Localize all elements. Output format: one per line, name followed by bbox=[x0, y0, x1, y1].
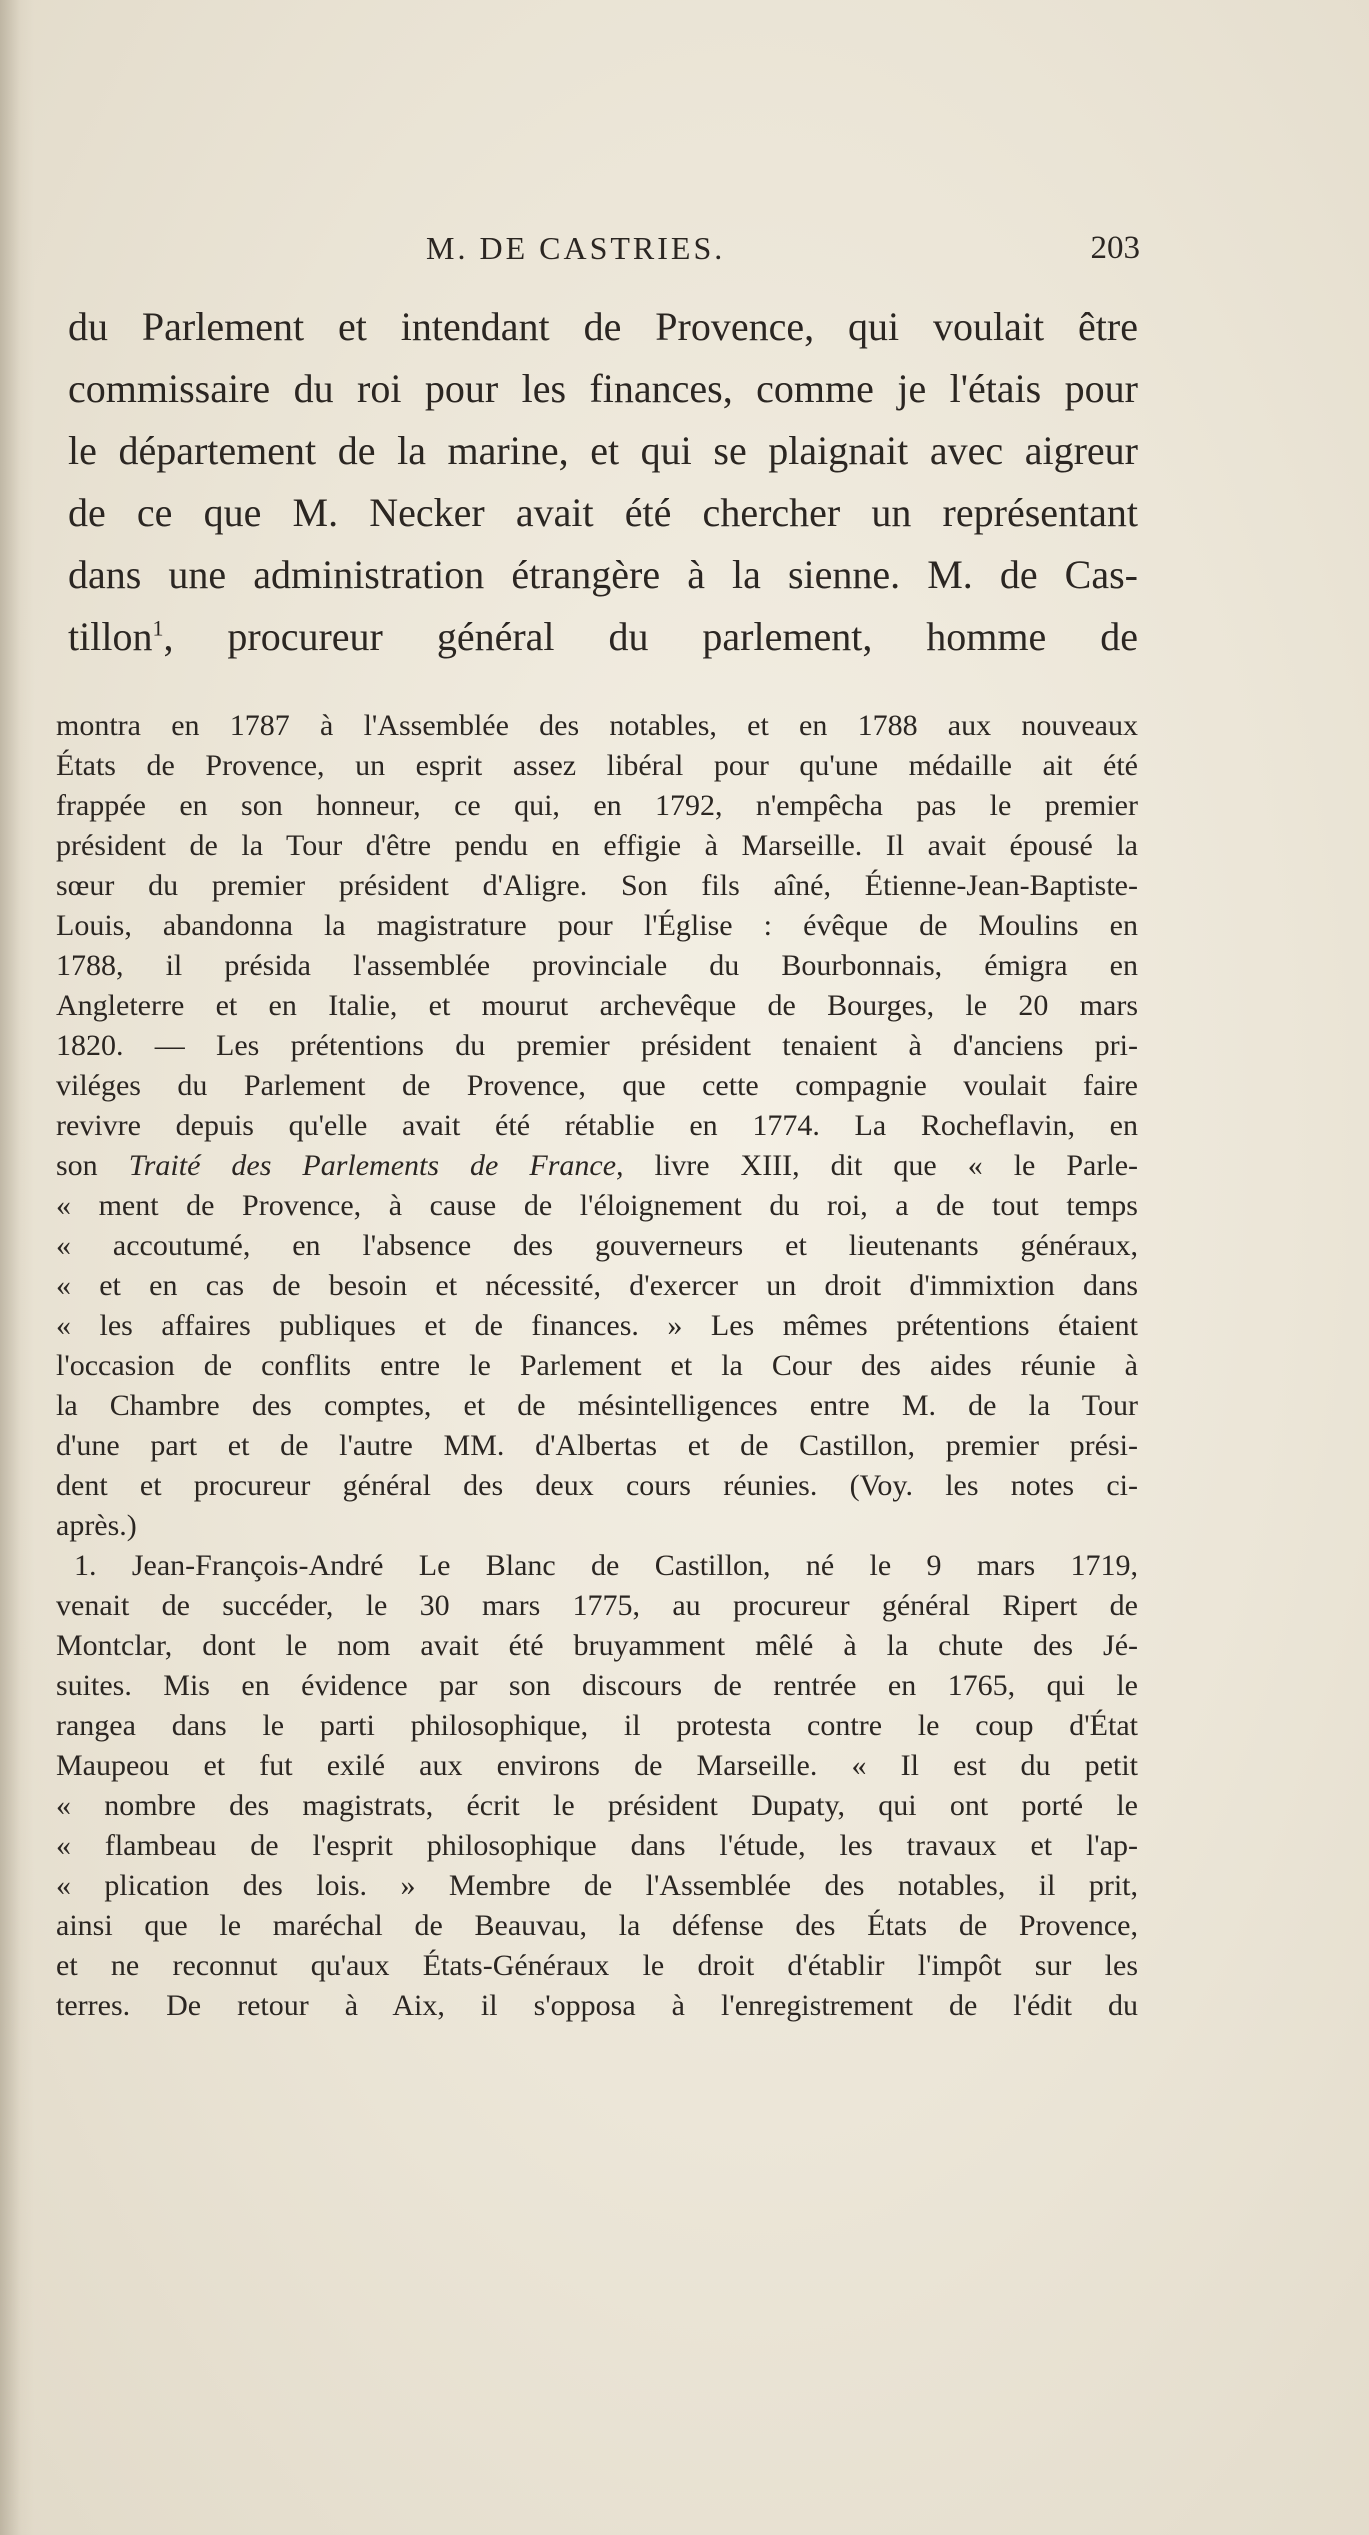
note-line: revivre depuis qu'elle avait été rétablie en 1774. La Rocheflavin, en bbox=[56, 1109, 1138, 1142]
note-line: ainsi que le maréchal de Beauvau, la défense des États de Provence, bbox=[56, 1909, 1138, 1942]
page-gutter-shadow bbox=[0, 0, 34, 2535]
note-line: « plication des lois. » Membre de l'Assemblée des notables, il prit, bbox=[56, 1869, 1138, 1902]
note-line-part: Jean-François-André Le Blanc de Castillon, né le 9 mars 1719, bbox=[131, 1549, 1138, 1582]
note-line: terres. De retour à Aix, il s'opposa à l'enregistrement de l'édit du bbox=[56, 1989, 1138, 2022]
note-line: président de la Tour d'être pendu en effigie à Marseille. Il avait épousé la bbox=[56, 829, 1138, 862]
note-line: « ment de Provence, à cause de l'éloignement du roi, a de tout temps bbox=[56, 1189, 1138, 1222]
note-line: l'occasion de conflits entre le Parlement et la Cour des aides réunie à bbox=[56, 1349, 1138, 1382]
footnotes bbox=[56, 706, 1138, 2026]
running-head-title: M. DE CASTRIES. bbox=[426, 230, 726, 266]
note-line: venait de succéder, le 30 mars 1775, au procureur général Ripert de bbox=[56, 1589, 1138, 1622]
note-line: « les affaires publiques et de finances. » Les mêmes prétentions étaient bbox=[56, 1309, 1138, 1342]
note-line: sœur du premier président d'Aligre. Son fils aîné, Étienne-Jean-Baptiste- bbox=[56, 869, 1138, 902]
note-line: « flambeau de l'esprit philosophique dans l'étude, les travaux et l'ap- bbox=[56, 1829, 1138, 1862]
note-line: et ne reconnut qu'aux États-Généraux le droit d'établir l'impôt sur les bbox=[56, 1949, 1138, 1982]
note-line: 1820. — Les prétentions du premier président tenaient à d'anciens pri- bbox=[56, 1029, 1138, 1062]
note-line-part: livre XIII, dit que « le Parle- bbox=[654, 1149, 1138, 1182]
running-head bbox=[70, 224, 1140, 274]
main-line: de ce que M. Necker avait été chercher un représentant bbox=[68, 490, 1138, 535]
note-line: « nombre des magistrats, écrit le président Dupaty, qui ont porté le bbox=[56, 1789, 1138, 1822]
main-line bbox=[68, 606, 1138, 668]
footnote-continued bbox=[56, 706, 1138, 1546]
note-line: Maupeou et fut exilé aux environs de Marseille. « Il est du petit bbox=[56, 1749, 1138, 1782]
main-line-part: , procureur général du parlement, homme de bbox=[163, 614, 1138, 659]
footnote-1 bbox=[56, 1546, 1138, 2026]
note-line: rangea dans le parti philosophique, il protesta contre le coup d'État bbox=[56, 1709, 1138, 1742]
note-line: montra en 1787 à l'Assemblée des notables, et en 1788 aux nouveaux bbox=[56, 709, 1138, 742]
note-line-part: son bbox=[56, 1149, 98, 1182]
book-title: Traité des Parlements de France, bbox=[128, 1149, 624, 1182]
note-line: États de Provence, un esprit assez libéral pour qu'une médaille ait été bbox=[56, 749, 1138, 782]
note-line bbox=[56, 1146, 1138, 1186]
note-line: Louis, abandonna la magistrature pour l'Église : évêque de Moulins en bbox=[56, 909, 1138, 942]
note-line: « accoutumé, en l'absence des gouverneurs et lieutenants généraux, bbox=[56, 1229, 1138, 1262]
note-line: Angleterre et en Italie, et mourut archevêque de Bourges, le 20 mars bbox=[56, 989, 1138, 1022]
footnote-reference: 1 bbox=[152, 615, 164, 641]
note-line: suites. Mis en évidence par son discours de rentrée en 1765, qui le bbox=[56, 1669, 1138, 1702]
note-line: après.) bbox=[56, 1509, 137, 1542]
main-line-part: tillon bbox=[68, 614, 153, 659]
main-text bbox=[68, 296, 1138, 668]
main-line: dans une administration étrangère à la sienne. M. de Cas- bbox=[68, 552, 1138, 597]
footnote-number: 1. bbox=[74, 1549, 97, 1582]
note-line: Montclar, dont le nom avait été bruyamment mêlé à la chute des Jé- bbox=[56, 1629, 1138, 1662]
note-line: « et en cas de besoin et nécessité, d'exercer un droit d'immixtion dans bbox=[56, 1269, 1138, 1302]
note-line bbox=[56, 1546, 1138, 1586]
main-line: le département de la marine, et qui se plaignait avec aigreur bbox=[68, 428, 1138, 473]
note-line: dent et procureur général des deux cours réunies. (Voy. les notes ci- bbox=[56, 1469, 1138, 1502]
note-line: d'une part et de l'autre MM. d'Albertas et de Castillon, premier prési- bbox=[56, 1429, 1138, 1462]
note-line: viléges du Parlement de Provence, que cette compagnie voulait faire bbox=[56, 1069, 1138, 1102]
note-line: frappée en son honneur, ce qui, en 1792, n'empêcha pas le premier bbox=[56, 789, 1138, 822]
main-line: du Parlement et intendant de Provence, qui voulait être bbox=[68, 304, 1138, 349]
main-line: commissaire du roi pour les finances, comme je l'étais pour bbox=[68, 366, 1138, 411]
note-line: 1788, il présida l'assemblée provinciale du Bourbonnais, émigra en bbox=[56, 949, 1138, 982]
page-number: 203 bbox=[1090, 230, 1140, 266]
note-line: la Chambre des comptes, et de mésintelligences entre M. de la Tour bbox=[56, 1389, 1138, 1422]
